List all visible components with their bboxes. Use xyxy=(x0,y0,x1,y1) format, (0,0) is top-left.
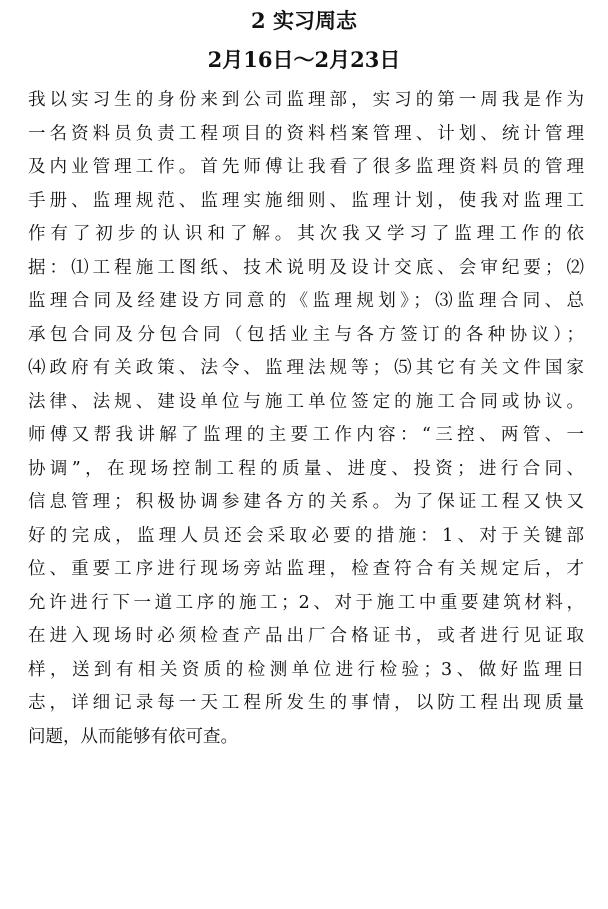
paragraph-line-17: 在进入现场时必须检查产品出厂合格证书，或者进行见证取 xyxy=(28,626,584,646)
paragraph-line-7: 监理合同及经建设方同意的《监理规划》；⑶监理合同、总 xyxy=(28,291,584,311)
paragraph-line-13: 信息管理；积极协调参建各方的关系。为了保证工程又快又 xyxy=(28,492,584,512)
paragraph-line-15: 位、重要工序进行现场旁站监理，检查符合有关规定后，才 xyxy=(28,559,584,579)
section-title: 2 实习周志 xyxy=(251,8,357,33)
date-range-title: 2月16日～2月23日 xyxy=(207,47,401,72)
paragraph-line-19: 志，详细记录每一天工程所发生的事情，以防工程出现质量 xyxy=(28,693,584,713)
paragraph-line-1: 我以实习生的身份来到公司监理部，实习的第一周我是作为 xyxy=(28,90,584,110)
paragraph-line-8: 承包合同及分包合同（包括业主与各方签订的各种协议）； xyxy=(28,324,584,345)
paragraph-line-14: 好的完成，监理人员还会采取必要的措施：1、对于关键部 xyxy=(28,525,584,546)
paragraph-line-4: 手册、监理规范、监理实施细则、监理计划，使我对监理工 xyxy=(28,190,584,211)
body-paragraph xyxy=(28,84,584,754)
paragraph-line-20: 问题，从而能够有依可查。 xyxy=(28,726,238,747)
paragraph-line-18: 样，送到有相关资质的检测单位进行检验；3、做好监理日 xyxy=(28,659,584,680)
paragraph-line-9: ⑷政府有关政策、法令、监理法规等；⑸其它有关文件国家 xyxy=(28,358,584,378)
paragraph-line-11: 师傅又帮我讲解了监理的主要工作内容：“三控、两管、一 xyxy=(28,425,584,445)
paragraph-line-3: 及内业管理工作。首先师傅让我看了很多监理资料员的管理 xyxy=(28,157,584,177)
paragraph-line-6: 据：⑴工程施工图纸、技术说明及设计交底、会审纪要；⑵ xyxy=(28,257,584,278)
paragraph-line-12: 协调”，在现场控制工程的质量、进度、投资；进行合同、 xyxy=(28,458,584,479)
paragraph-line-2: 一名资料员负责工程项目的资料档案管理、计划、统计管理 xyxy=(28,123,584,144)
paragraph-line-5: 作有了初步的认识和了解。其次我又学习了监理工作的依 xyxy=(28,224,584,244)
paragraph-line-16: 允许进行下一道工序的施工；2、对于施工中重要建筑材料， xyxy=(28,592,584,613)
paragraph-line-10: 法律、法规、建设单位与施工单位签定的施工合同或协议。 xyxy=(28,391,584,412)
